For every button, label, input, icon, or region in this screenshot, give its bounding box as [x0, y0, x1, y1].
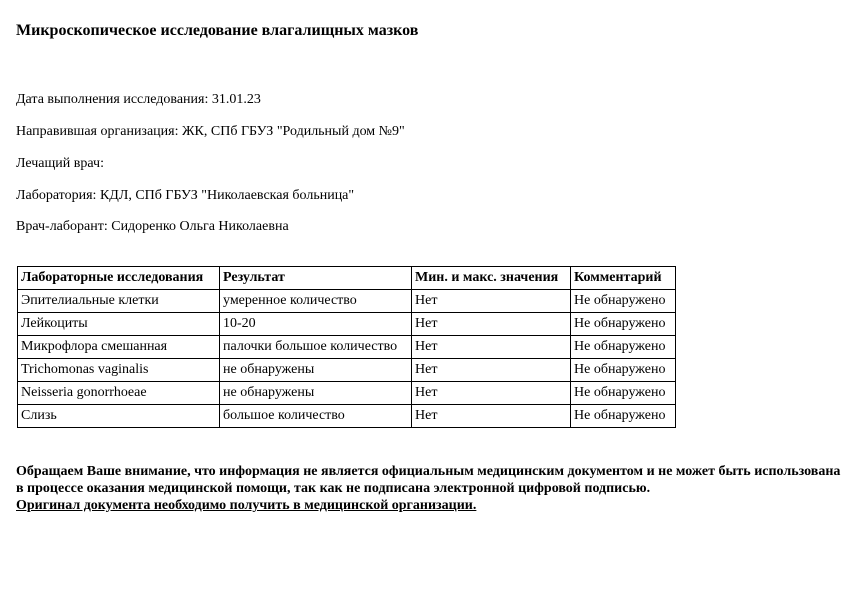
- disclaimer-notice: [16, 463, 846, 514]
- disclaimer-original-note: Оригинал документа необходимо получить в медицинской организации.: [16, 498, 477, 513]
- table-row: [18, 382, 676, 405]
- cell-comment: Не обнаружено: [571, 405, 676, 428]
- cell-test: Микрофлора смешанная: [18, 336, 220, 359]
- cell-comment: Не обнаружено: [571, 313, 676, 336]
- header-lab-tests: Лабораторные исследования: [18, 267, 220, 290]
- cell-result: умеренное количество: [220, 290, 412, 313]
- cell-result: большое количество: [220, 405, 412, 428]
- header-min-max: Мин. и макс. значения: [412, 267, 571, 290]
- cell-range: Нет: [412, 290, 571, 313]
- cell-result: палочки большое количество: [220, 336, 412, 359]
- cell-comment: Не обнаружено: [571, 359, 676, 382]
- cell-test: Trichomonas vaginalis: [18, 359, 220, 382]
- referring-organization: Направившая организация: ЖК, СПб ГБУЗ "Родильный дом №9": [16, 124, 405, 139]
- header-comment: Комментарий: [571, 267, 676, 290]
- lab-doctor: Врач-лаборант: Сидоренко Ольга Николаевна: [16, 219, 289, 234]
- table-header-row: [18, 267, 676, 290]
- document-title: Микроскопическое исследование влагалищных мазков: [16, 22, 419, 39]
- header-result: Результат: [220, 267, 412, 290]
- table-row: [18, 336, 676, 359]
- cell-range: Нет: [412, 336, 571, 359]
- results-table: [17, 266, 676, 428]
- cell-comment: Не обнаружено: [571, 336, 676, 359]
- cell-comment: Не обнаружено: [571, 382, 676, 405]
- cell-result: не обнаружены: [220, 382, 412, 405]
- cell-comment: Не обнаружено: [571, 290, 676, 313]
- disclaimer-text: Обращаем Ваше внимание, что информация не является официальным медицинским документом и не может быть использована в процессе оказания медицинской помощи, так как не подписана электронной цифровой подписью.: [16, 464, 841, 496]
- cell-test: Neisseria gonorrhoeae: [18, 382, 220, 405]
- cell-range: Нет: [412, 359, 571, 382]
- cell-test: Слизь: [18, 405, 220, 428]
- table-row: [18, 405, 676, 428]
- laboratory: Лаборатория: КДЛ, СПб ГБУЗ "Николаевская больница": [16, 188, 355, 203]
- attending-doctor: Лечащий врач:: [16, 156, 104, 171]
- cell-result: не обнаружены: [220, 359, 412, 382]
- table-row: [18, 290, 676, 313]
- table-row: [18, 313, 676, 336]
- cell-test: Лейкоциты: [18, 313, 220, 336]
- cell-range: Нет: [412, 313, 571, 336]
- study-date: Дата выполнения исследования: 31.01.23: [16, 92, 261, 107]
- cell-result: 10-20: [220, 313, 412, 336]
- cell-range: Нет: [412, 405, 571, 428]
- cell-test: Эпителиальные клетки: [18, 290, 220, 313]
- table-row: [18, 359, 676, 382]
- cell-range: Нет: [412, 382, 571, 405]
